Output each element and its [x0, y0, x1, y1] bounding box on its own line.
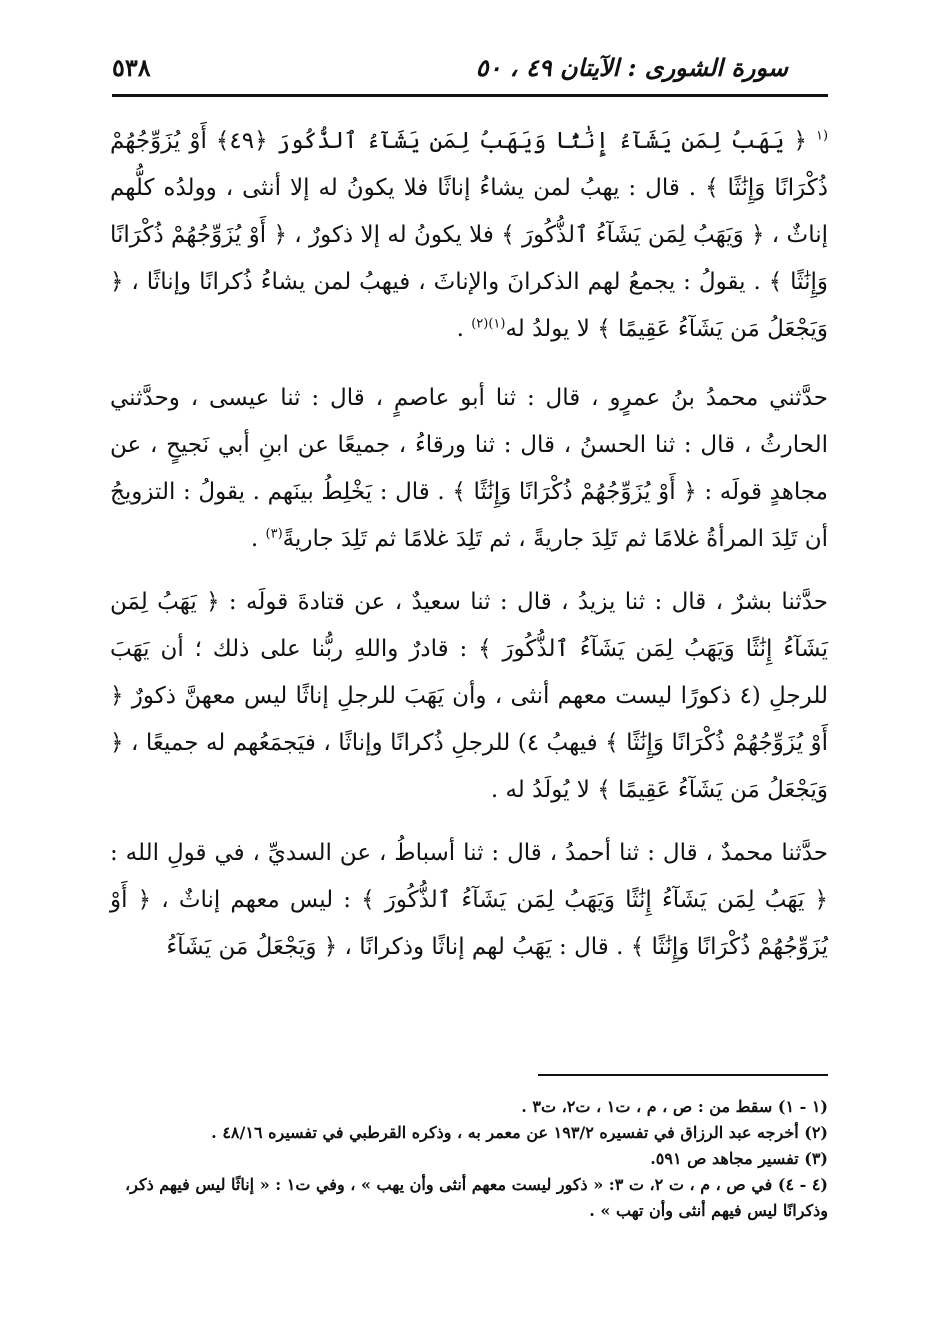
footnotes: [112, 1094, 828, 1224]
main-text: [110, 118, 828, 987]
paragraph: [110, 118, 828, 353]
footnote-marker: (١)(٢): [471, 316, 506, 332]
footnote-marker: (٣): [265, 526, 283, 542]
page-header: [112, 46, 828, 88]
header-rule: [112, 94, 828, 97]
footnote: (٤ - ٤) في ص ، م ، ت ٢، ت ٣: « ذكور ليست معهم أنثى وأن يهب » ، وفي ت١ : « إناثًا ليس فيهم ذكر، وذكرانًا ليس فيهم أنثى وأن تهب » .: [124, 1175, 828, 1220]
footnote-rule: [538, 1074, 828, 1076]
paragraph: [110, 830, 828, 971]
footnote: (٢) أخرجه عبد الرزاق في تفسيره ١٩٣/٢ عن معمر به ، وذكره القرطبي في تفسيره ٤٨/١٦ .: [211, 1123, 828, 1142]
running-title: سورة الشورى : الآيتان ٤٩ ، ٥٠: [475, 52, 788, 82]
paragraph: [110, 579, 828, 814]
footnote: (١ - ١) سقط من : ص ، م ، ت١ ، ت٢، ت٣ .: [521, 1097, 828, 1116]
paragraph-text: حدَّثني محمدُ بنُ عمرٍو ، قال : ثنا أبو عاصمٍ ، قال : ثنا عيسى ، وحدَّثني الحارثُ ، قال : ثنا الحسنُ ، قال : ثنا ورقاءُ ، جميعًا عن ابنِ أبي نَجيحٍ ، عن مجاهدٍ قولَه : ﴿ أَوْ يُزَوِّجُهُمْ ذُكْرَانًا وَإِنَٰثًا ﴾ . قال : يَخْلِطُ بينَهم . يقولُ : التزويجُ أن تَلِدَ المرأةُ غلامًا ثم تَلِدَ جاريةً ، ثم تَلِدَ غلامًا ثم تَلِدَ جاريةً: [110, 385, 828, 552]
paragraph-text: ﴿ يَهَبُ لِمَن يَشَآءُ إِنَٰثًا وَيَهَبُ لِمَن يَشَآءُ ٱلذُّكُورَ ﴿٤٩﴾ أَوْ يُزَوِّجُهُمْ ذُكْرَانًا وَإِنَٰثًا ﴾ . قال : يهبُ لمن يشاءُ إناثًا فلا يكونُ له إلا أنثى ، وولدُه كلُّهم إناثٌ ، ﴿ وَيَهَبُ لِمَن يَشَآءُ ٱلذُّكُورَ ﴾ فلا يكونُ له إلا ذكورٌ ، ﴿ أَوْ يُزَوِّجُهُمْ ذُكْرَانًا وَإِنَٰثًا ﴾ . يقولُ : يجمعُ لهم الذكرانَ والإناثَ ، فيهبُ لمن يشاءُ ذُكرانًا وإناثًا ، ﴿ وَيَجْعَلُ مَن يَشَآءُ عَقِيمًا ﴾ لا يولدُ له: [110, 128, 828, 342]
paragraph-tail: .: [490, 777, 506, 803]
page-number: ٥٣٨: [112, 52, 151, 82]
paragraph-tail: .: [456, 316, 472, 342]
footnote: (٣) تفسير مجاهد ص ٥٩١.: [650, 1149, 828, 1168]
paragraph: [110, 375, 828, 563]
paragraph-tail: .: [250, 526, 266, 552]
paragraph-text: حدَّثنا محمدٌ ، قال : ثنا أحمدُ ، قال : ثنا أسباطُ ، عن السديِّ ، في قولِ الله : ﴿ يَهَبُ لِمَن يَشَآءُ إِنَٰثًا وَيَهَبُ لِمَن يَشَآءُ ٱلذُّكُورَ ﴾ : ليس معهم إناثٌ ، ﴿ أَوْ يُزَوِّجُهُمْ ذُكْرَانًا وَإِنَٰثًا ﴾ . قال : يَهَبُ لهم إناثًا وذكرانًا ، ﴿ وَيَجْعَلُ مَن يَشَآءُ: [110, 840, 828, 960]
footnote-marker: (١: [815, 128, 829, 144]
paragraph-text: حدَّثنا بشرٌ ، قال : ثنا يزيدُ ، قال : ثنا سعيدٌ ، عن قتادةَ قولَه : ﴿ يَهَبُ لِمَن يَشَآءُ إِنَٰثًا وَيَهَبُ لِمَن يَشَآءُ ٱلذُّكُورَ ﴾ : قادرٌ واللهِ ربُّنا على ذلك ؛ أن يَهَبَ للرجلِ (٤ ذكورًا ليست معهم أنثى ، وأن يَهَبَ للرجلِ إناثًا ليس معهنَّ ذكورٌ ﴿ أَوْ يُزَوِّجُهُمْ ذُكْرَانًا وَإِنَٰثًا ﴾ فيهبُ ٤) للرجلِ ذُكرانًا وإناثًا ، فيَجمَعُهم له جميعًا ، ﴿ وَيَجْعَلُ مَن يَشَآءُ عَقِيمًا ﴾ لا يُولَدُ له: [110, 589, 828, 803]
